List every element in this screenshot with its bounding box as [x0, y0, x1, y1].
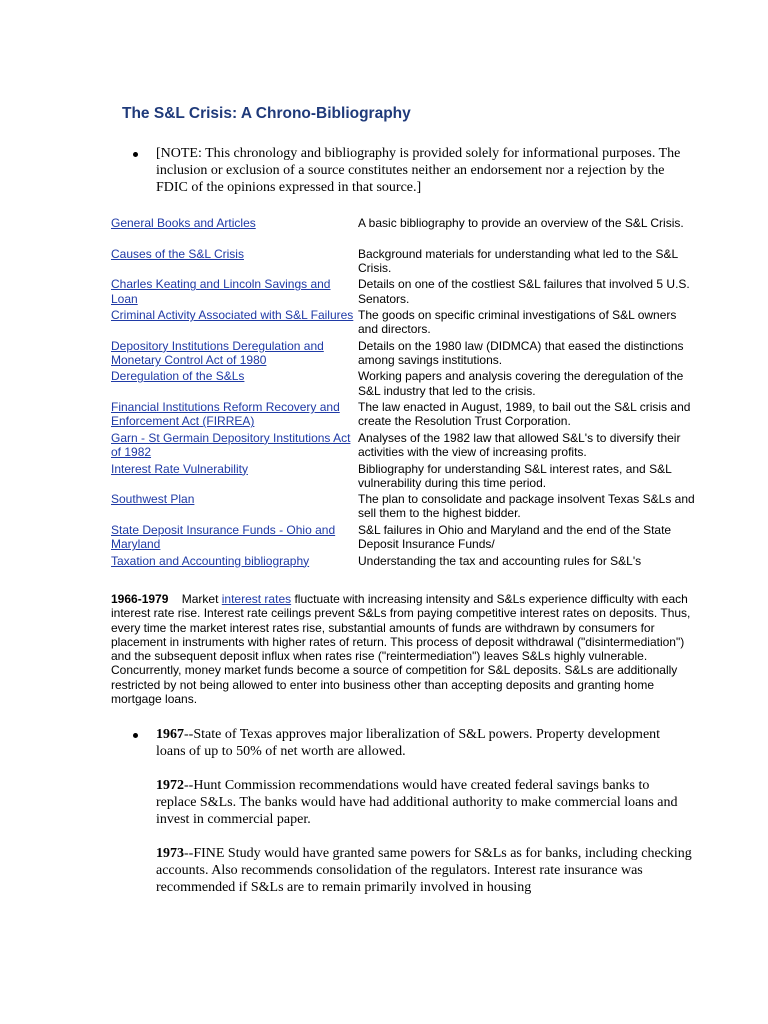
- toc-link-state-deposit[interactable]: State Deposit Insurance Funds - Ohio and Maryland: [111, 522, 336, 552]
- table-row: [111, 523, 696, 554]
- toc-link-southwest-plan[interactable]: Southwest Plan: [111, 492, 195, 507]
- disclaimer-note: [NOTE: This chronology and bibliography is provided solely for informational purposes. The inclusion or exclusion of a source constitutes neither an endorsement nor a rejection by the FDIC of the opinions expressed in that source.]: [133, 145, 698, 196]
- toc-description: Bibliography for understanding S&L interest rates, and S&L vulnerability during this time period.: [358, 461, 672, 490]
- toc-description: The goods on specific criminal investigations of S&L owners and directors.: [358, 308, 677, 337]
- page-title: The S&L Crisis: A Chrono-Bibliography: [122, 105, 411, 122]
- table-row: [111, 247, 696, 278]
- timeline-text: --Hunt Commission recommendations would have created federal savings banks to replace S&Ls. The banks would have had additional authority to make commercial loans and invest in commercial paper.: [156, 778, 678, 827]
- timeline-year: 1973: [156, 846, 184, 861]
- toc-link-keating-lincoln[interactable]: Charles Keating and Lincoln Savings and Loan: [111, 277, 331, 306]
- period-year: 1966-1979: [111, 592, 169, 606]
- table-row: [111, 462, 696, 493]
- toc-description: Analyses of the 1982 law that allowed S&L's to diversify their activities with the view of increasing profits.: [358, 430, 681, 460]
- toc-link-criminal-activity[interactable]: Criminal Activity Associated with S&L Failures: [111, 308, 354, 323]
- table-row: [111, 216, 696, 247]
- timeline-text: --State of Texas approves major liberalization of S&L powers. Property development loans of up to 50% of net worth are allowed.: [156, 727, 661, 759]
- period-text-before: Market: [181, 592, 222, 606]
- timeline-entry: [156, 845, 693, 896]
- interest-rates-link[interactable]: interest rates: [221, 592, 292, 606]
- table-row: [111, 400, 696, 431]
- table-row: [111, 492, 696, 523]
- toc-description: A basic bibliography to provide an overview of the S&L Crisis.: [358, 216, 684, 230]
- note-list: [133, 145, 698, 196]
- toc-link-taxation[interactable]: Taxation and Accounting bibliography: [111, 553, 310, 568]
- bibliography-table: [111, 216, 696, 572]
- table-row: [111, 369, 696, 400]
- toc-link-causes[interactable]: Causes of the S&L Crisis: [111, 246, 244, 261]
- toc-link-general-books[interactable]: General Books and Articles: [111, 216, 256, 230]
- toc-link-didmca[interactable]: Depository Institutions Deregulation and Monetary Control Act of 1980: [111, 338, 324, 367]
- toc-description: Working papers and analysis covering the deregulation of the S&L industry that led to the crisis.: [358, 369, 684, 398]
- table-row: [111, 431, 696, 462]
- table-row: [111, 554, 696, 572]
- toc-description: Background materials for understanding what led to the S&L Crisis.: [358, 246, 678, 275]
- toc-link-interest-rate[interactable]: Interest Rate Vulnerability: [111, 461, 248, 476]
- toc-description: The law enacted in August, 1989, to bail out the S&L crisis and create the Resolution Trust Corporation.: [358, 400, 691, 429]
- toc-description: Understanding the tax and accounting rules for S&L's: [358, 553, 642, 568]
- period-text-after: fluctuate with increasing intensity and S&Ls experience difficulty with each interest rate rise. Interest rate ceilings prevent S&Ls from paying competitive interest rates on deposits. Thus, every time the market interest rates rise, substantial amounts of funds are withdrawn by consumers for placement in instruments with higher rates of return. This process of deposit withdrawal ("disintermediation") and the subsequent deposit influx when rates rise ("reintermediation") leaves S&Ls highly vulnerable. Concurrently, money market funds become a source of competition for S&L deposits. S&Ls are additionally restricted by not being allowed to enter into business other than accepting deposits and granting home mortgage loans.: [111, 592, 691, 707]
- table-row: [111, 277, 696, 308]
- timeline-entry: [156, 777, 693, 828]
- toc-description: Details on the 1980 law (DIDMCA) that eased the distinctions among savings institutions.: [358, 338, 684, 367]
- toc-link-firrea[interactable]: Financial Institutions Reform Recovery and Enforcement Act (FIRREA): [111, 400, 340, 429]
- toc-description: S&L failures in Ohio and Maryland and the end of the State Deposit Insurance Funds/: [358, 522, 672, 552]
- toc-link-garn-st-germain[interactable]: Garn - St Germain Depository Institutions Act of 1982: [111, 430, 351, 460]
- timeline-year: 1967: [156, 727, 184, 742]
- table-row: [111, 339, 696, 370]
- table-row: [111, 308, 696, 339]
- period-paragraph: [111, 592, 691, 706]
- timeline-year: 1972: [156, 778, 184, 793]
- timeline-entry: [156, 726, 693, 760]
- timeline-list: [133, 726, 693, 913]
- timeline-text: --FINE Study would have granted same powers for S&Ls as for banks, including checking accounts. Also recommends consolidation of the regulators. Interest rate insurance was recommended if S&Ls are to remain primarily involved in housing: [156, 846, 692, 895]
- toc-description: Details on one of the costliest S&L failures that involved 5 U.S. Senators.: [358, 277, 690, 306]
- toc-description: The plan to consolidate and package insolvent Texas S&Ls and sell them to the highest bidder.: [358, 492, 695, 521]
- toc-link-deregulation[interactable]: Deregulation of the S&Ls: [111, 369, 245, 384]
